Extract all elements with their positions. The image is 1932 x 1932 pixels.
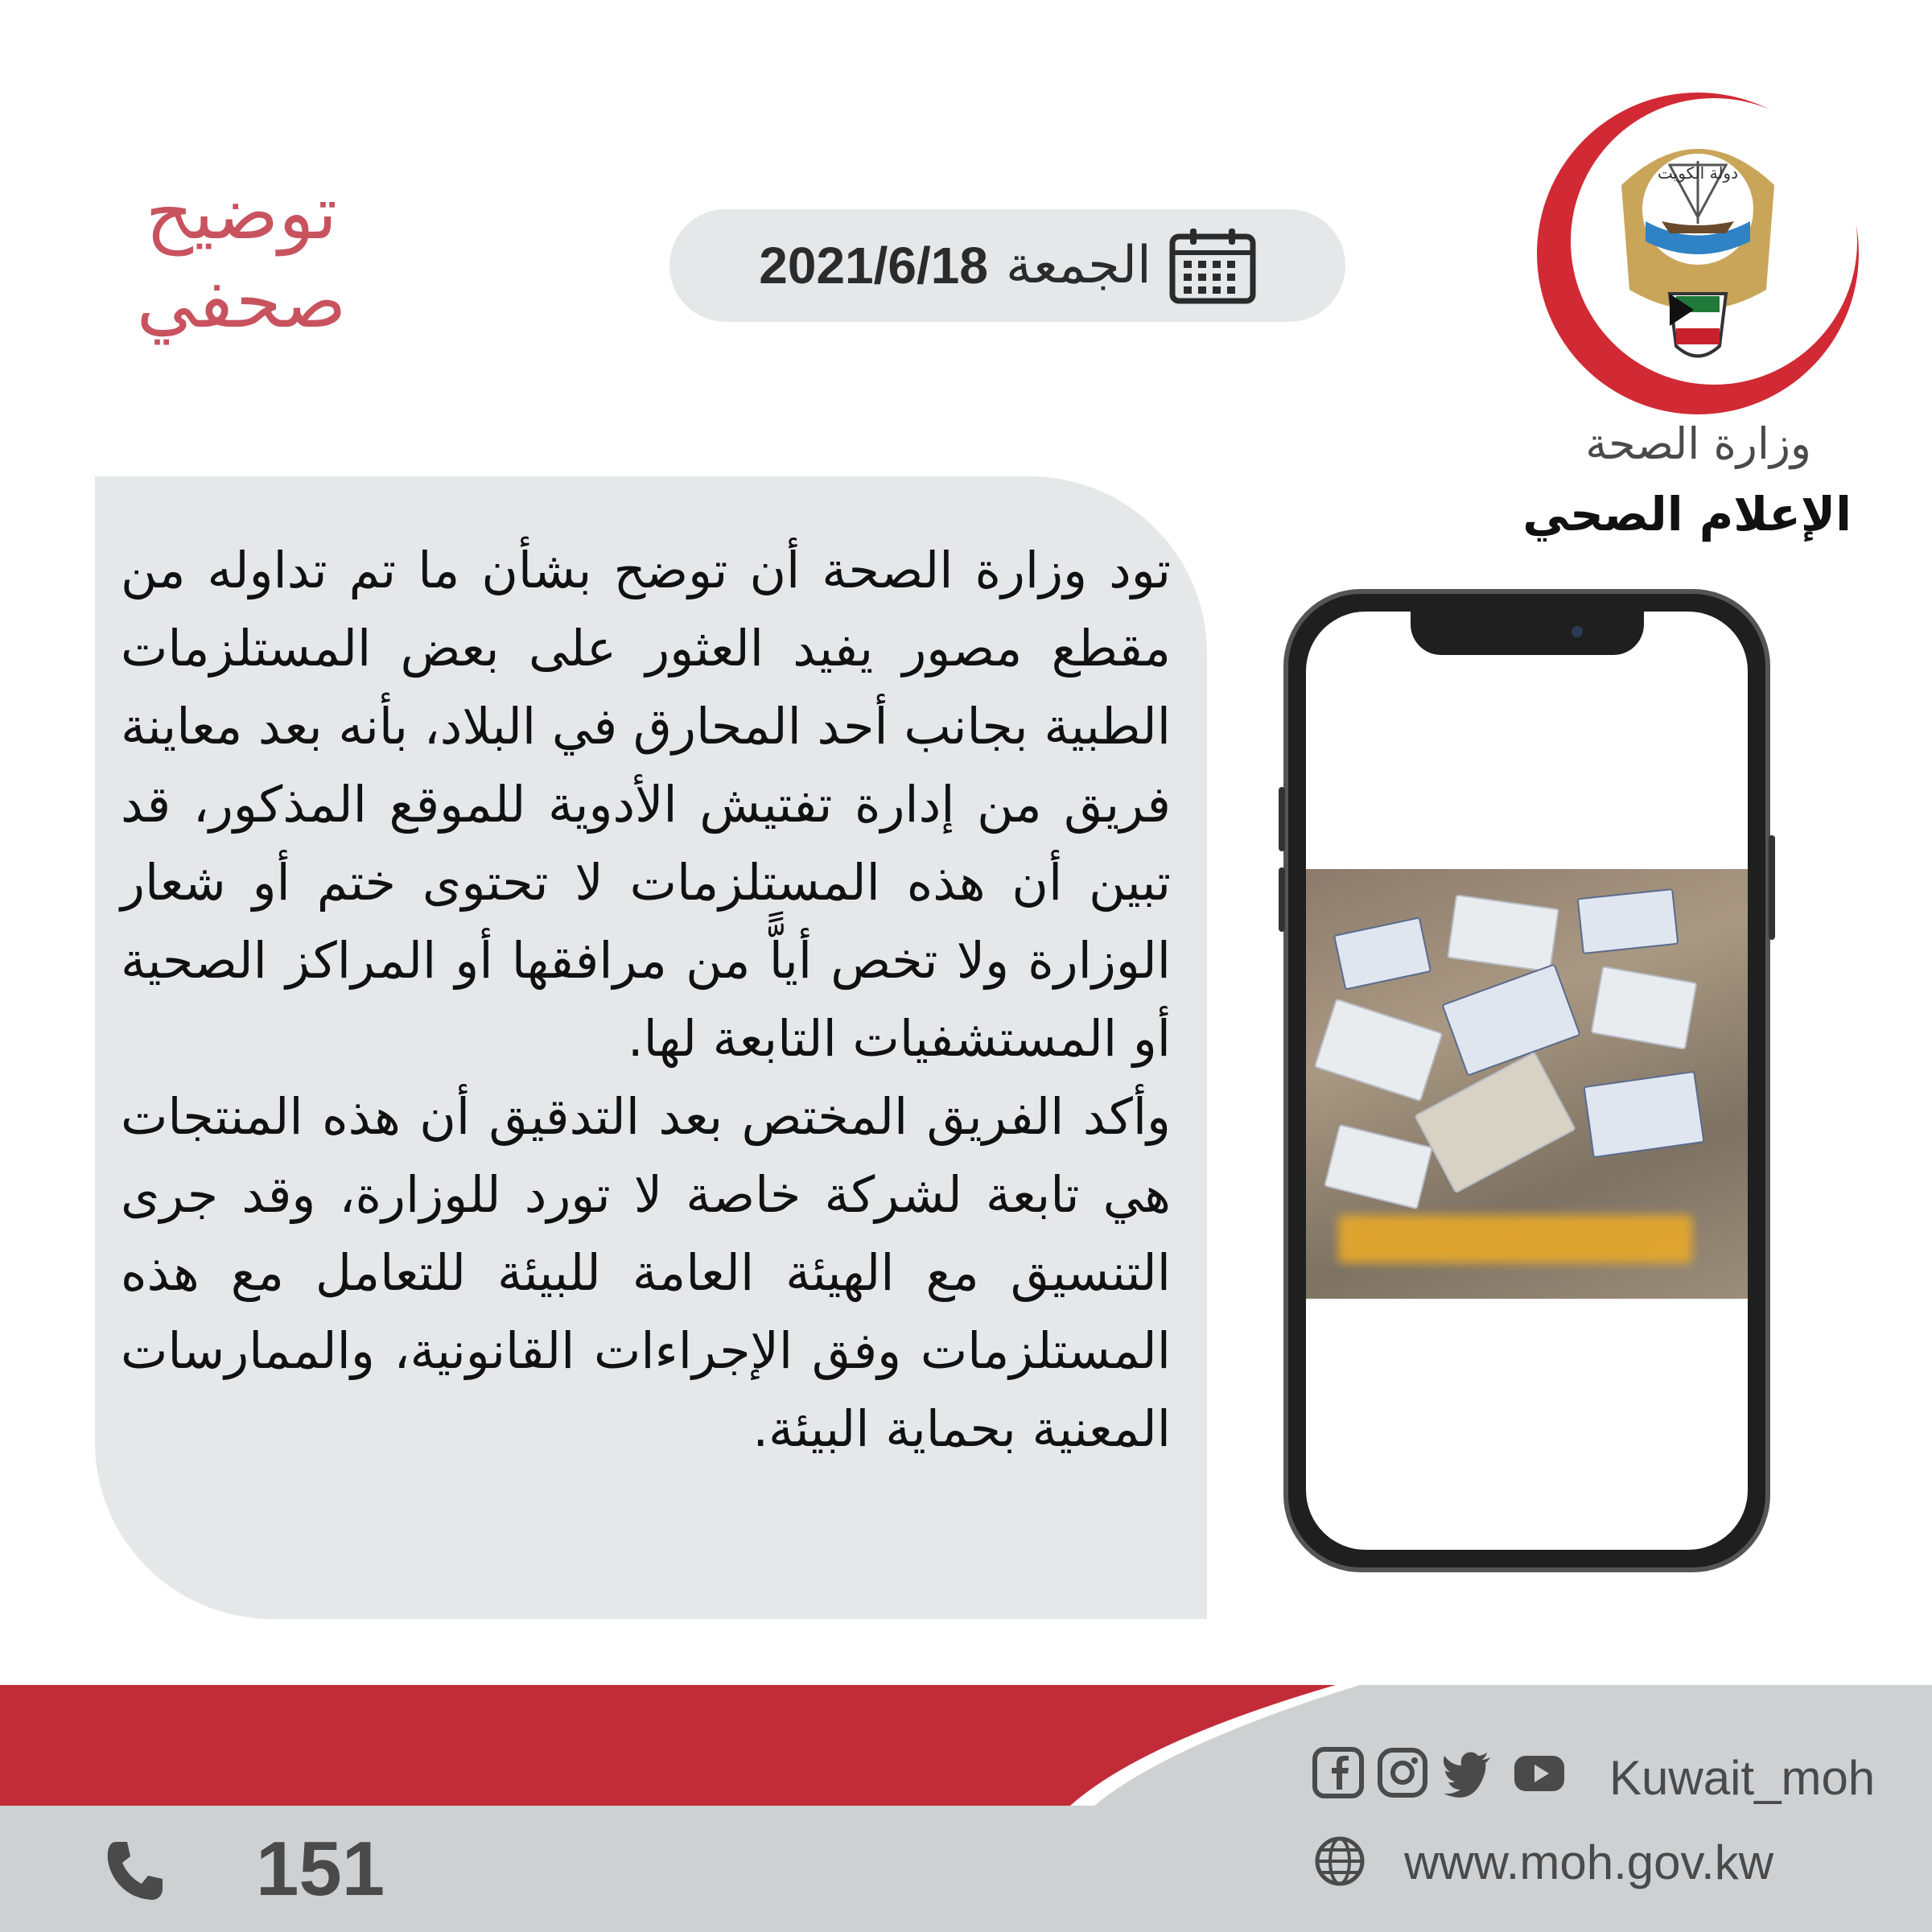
date-value: 2021/6/18 <box>759 237 988 295</box>
hotline-number[interactable]: 151 <box>256 1826 385 1912</box>
phone-notch <box>1411 612 1644 655</box>
department-name: الإعلام الصحي <box>1522 487 1852 542</box>
statement-paragraph-2: وأكد الفريق المختص بعد التدقيق أن هذه المنتجات هي تابعة لشركة خاصة لا تورد للوزارة، وقد جرى التنسيق مع الهيئة العامة للبيئة للتعامل مع هذه المستلزمات وفق الإجراءات القانونية، والممارسات المعنية بحماية البيئة. <box>121 1087 1171 1458</box>
camera-icon <box>1572 626 1583 637</box>
medical-box <box>1324 1124 1433 1210</box>
medical-box <box>1333 917 1431 990</box>
statement-paragraph-1: تود وزارة الصحة أن توضح بشأن ما تم تداوله من مقطع مصور يفيد العثور على بعض المستلزمات الطبية بجانب أحد المحارق في البلاد، بأنه بعد معاينة فريق من إدارة تفتيش الأدوية للموقع المذكور، قد تبين أن هذه المستلزمات لا تحتوى ختم أو شعار الوزارة ولا تخص أياًّ من مرافقها أو المراكز الصحية أو المستشفيات التابعة لها. <box>121 541 1171 1068</box>
facebook-icon[interactable] <box>1312 1746 1365 1799</box>
date-day: الجمعة <box>1005 236 1151 295</box>
title-line-2: صحفي <box>136 258 347 344</box>
phone-screen <box>1306 612 1748 1550</box>
kuwait-emblem-logo <box>1533 89 1863 418</box>
website-link[interactable]: www.moh.gov.kw <box>1404 1835 1774 1889</box>
globe-icon <box>1313 1835 1366 1888</box>
video-still-medical-boxes <box>1306 869 1748 1299</box>
instagram-icon[interactable] <box>1376 1746 1429 1799</box>
phone-volume-button <box>1279 867 1285 932</box>
calendar-icon <box>1169 227 1256 304</box>
ministry-name: وزارة الصحة <box>1585 418 1811 469</box>
medical-box <box>1577 888 1679 954</box>
smartphone-frame <box>1283 589 1770 1572</box>
emblem-text: دولة الكويت <box>1658 163 1738 183</box>
phone-side-button <box>1769 835 1775 940</box>
social-handle[interactable]: Kuwait_moh <box>1609 1751 1876 1805</box>
twitter-icon[interactable] <box>1440 1746 1493 1799</box>
medical-box <box>1583 1071 1704 1159</box>
youtube-icon[interactable] <box>1505 1746 1574 1799</box>
medical-box <box>1591 966 1698 1050</box>
medical-box <box>1441 963 1580 1077</box>
phone-volume-button <box>1279 787 1285 851</box>
title-line-1: توضيح <box>145 170 338 256</box>
medical-box <box>1314 999 1444 1102</box>
statement-text <box>121 531 1171 1468</box>
press-release-title <box>89 169 394 346</box>
blurred-caption <box>1338 1215 1692 1263</box>
medical-box <box>1447 894 1559 972</box>
social-icons <box>1312 1746 1574 1799</box>
phone-icon <box>105 1839 166 1903</box>
date-badge <box>669 209 1345 322</box>
medical-box <box>1414 1052 1576 1194</box>
